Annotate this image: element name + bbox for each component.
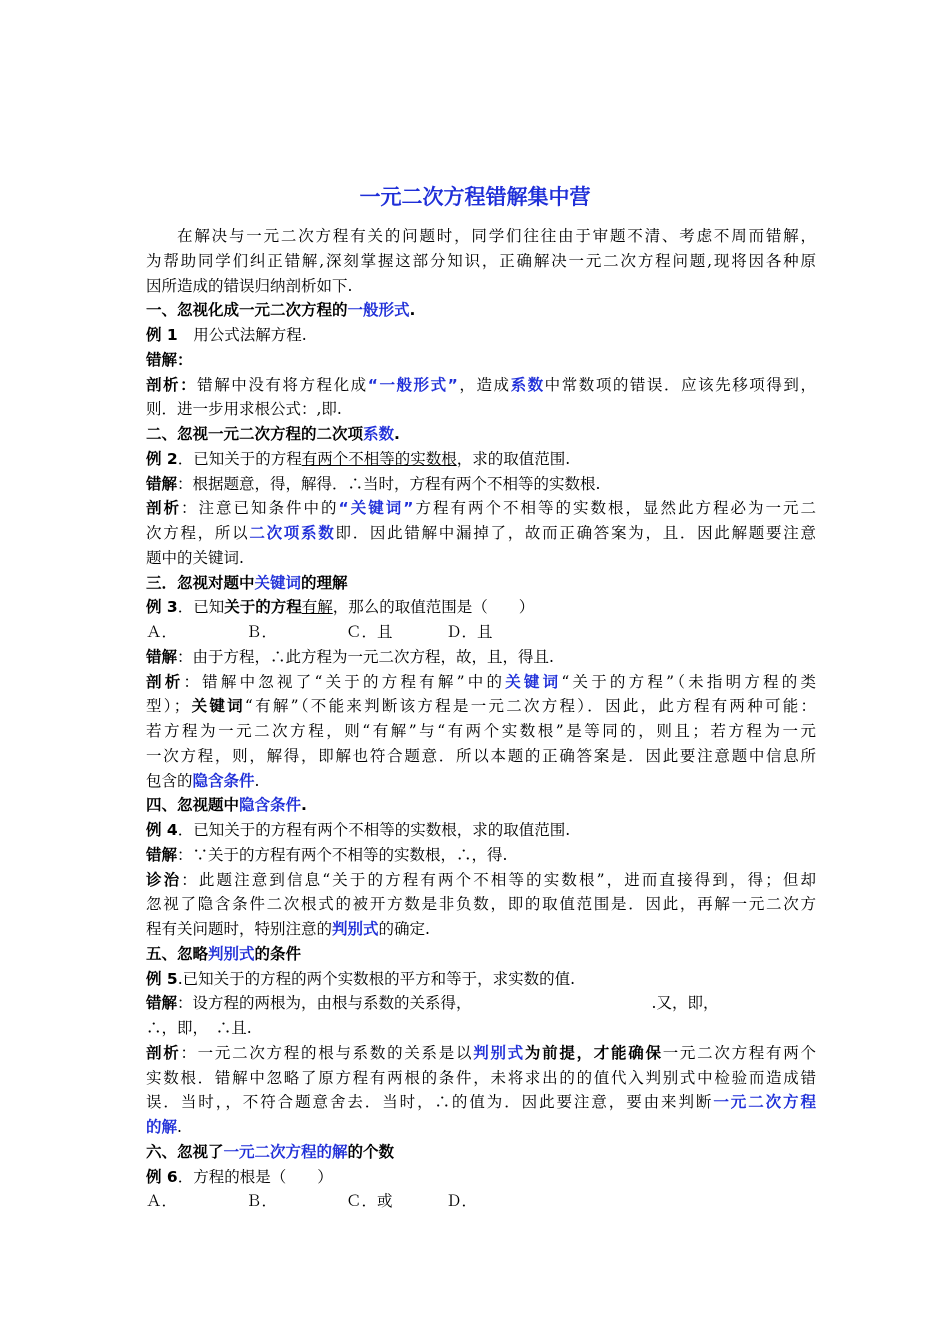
keyword: 一元二次方程	[713, 1093, 816, 1112]
keyword: 判别式	[332, 920, 379, 938]
example-4: 例 4．已知关于的方程有两个不相等的实数根，求的取值范围.	[146, 821, 571, 839]
analysis-5-line-1: 剖析：一元二次方程的根与系数的关系是以判别式为前提，才能确保一元二次方程有两个	[146, 1043, 816, 1062]
cure-4-line-2: 忽视了隐含条件二次根式的被开方数是非负数，即的取值范围是．因此，再解一元二次方	[146, 895, 816, 914]
example-2: 例 2．已知关于的方程有两个不相等的实数根，求的取值范围.	[146, 449, 571, 468]
analysis-3-line-3: 若方程为一元二次方程，则“有解”与“有两个实数根”是等同的，则且；若方程为一元	[146, 722, 816, 740]
example-label: 例 3	[146, 598, 178, 617]
example-label: 例 2	[146, 449, 178, 468]
section-4-heading: 四、忽视题中隐含条件.	[146, 796, 307, 815]
cure-4-line-3: 程有关问题时，特别注意的判别式的确定.	[146, 920, 430, 938]
option-b: Ｂ．	[246, 1192, 278, 1211]
section-6-heading: 六、忽视了一元二次方程的解的个数	[146, 1142, 395, 1161]
analysis-5-line-2: 实数根．错解中忽略了原方程有两根的条件，未将求出的的值代入判别式中检验而造成错	[146, 1068, 816, 1087]
keyword: “关键词”	[338, 499, 414, 518]
underlined-condition: 有解	[301, 598, 333, 617]
keyword: 一般形式	[347, 301, 410, 320]
wrong-solution-4: 错解：∵关于的方程有两个不相等的实数根，∴，得.	[146, 845, 508, 864]
keyword: 二次项系数	[249, 524, 336, 542]
example-1: 例 1 用公式法解方程.	[146, 326, 307, 344]
cure-4-line-1: 诊治：此题注意到信息“关于的方程有两个不相等的实数根”，进而直接得到，得；但却	[146, 870, 816, 889]
wrong-solution-2: 错解：根据题意，得，解得．∴当时，方程有两个不相等的实数根.	[146, 474, 601, 493]
option-c: Ｃ．且	[346, 623, 393, 641]
wrong-solution-3: 错解：由于方程，∴此方程为一元二次方程，故，且，得且.	[146, 647, 554, 666]
example-5: 例 5.已知关于的方程的两个实数根的平方和等于，求实数的值.	[146, 969, 576, 988]
keyword: 关键词	[254, 573, 302, 592]
page-title: 一元二次方程错解集中营	[359, 185, 591, 209]
section-2-heading: 二、忽视一元二次方程的二次项系数.	[146, 425, 400, 443]
keyword: 系数	[363, 425, 395, 443]
keyword: 系数	[510, 375, 545, 394]
analysis-1-line-1: 剖析：错解中没有将方程化成“一般形式”，造成系数中常数项的错误．应该先移项得到，	[146, 375, 816, 394]
analysis-2-line-3: 题中的关键词.	[146, 548, 244, 567]
keyword: 隐含条件	[239, 796, 302, 815]
analysis-5-line-3: 误．当时，，不符合题意舍去．当时，∴的值为．因此要注意，要由来判断一元二次方程	[146, 1093, 816, 1112]
wrong-solution-label: 错解：	[146, 350, 193, 369]
keyword: 关键词	[189, 697, 245, 716]
section-1-heading: 一、忽视化成一元二次方程的一般形式.	[146, 301, 416, 320]
option-b: Ｂ．	[246, 623, 278, 641]
example-label: 例 5	[146, 969, 178, 988]
keyword: 判别式	[208, 944, 255, 963]
analysis-2-line-2: 次方程，所以二次项系数即．因此错解中漏掉了，故而正确答案为，且．因此解题要注意	[146, 524, 816, 542]
keyword: 隐含条件	[192, 771, 255, 790]
wrong-solution-5-line-2: ∴，即， ∴且.	[146, 1019, 252, 1037]
document-body	[146, 224, 816, 1214]
analysis-3-line-1: 剖析：错解中忽视了“关于的方程有解”中的关键词“关于的方程”（未指明方程的类	[146, 672, 816, 691]
option-a: Ａ．	[146, 623, 178, 641]
keyword: “一般形式”	[367, 375, 458, 394]
keyword: 一元二次方程的解	[223, 1142, 348, 1161]
underlined-condition: 有两个不相等的实数根	[301, 449, 457, 468]
options-6	[146, 1189, 816, 1214]
wrong-solution-5-line-1: 错解：设方程的两根为，由根与系数的关系得， .又，即，	[146, 994, 719, 1013]
example-label: 例 1	[146, 326, 178, 344]
options-3	[146, 620, 816, 645]
option-d: Ｄ．	[446, 1192, 478, 1211]
analysis-3-line-5: 包含的隐含条件.	[146, 771, 260, 790]
analysis-3-line-2: 型）；关键词“有解”（不能来判断该方程是一元二次方程）．因此，此方程有两种可能：	[146, 697, 816, 716]
keyword: 的解	[146, 1118, 178, 1136]
intro-line-1: 在解决与一元二次方程有关的问题时，同学们往往由于审题不清、考虑不周而错解，	[177, 227, 816, 245]
option-c: Ｃ．或	[346, 1192, 393, 1211]
example-3: 例 3．已知关于的方程有解，那么的取值范围是（ ）	[146, 598, 535, 617]
example-label: 例 4	[146, 821, 178, 839]
keyword: 关键词	[505, 672, 562, 691]
option-a: Ａ．	[146, 1192, 178, 1211]
intro-line-3: 因所造成的错误归纳剖析如下.	[146, 276, 353, 295]
analysis-2-line-1: 剖析：注意已知条件中的“关键词”方程有两个不相等的实数根，显然此方程必为一元二	[146, 499, 816, 518]
section-3-heading: 三．忽视对题中关键词的理解	[146, 573, 348, 592]
option-d: Ｄ．且	[446, 623, 493, 641]
keyword: 判别式	[473, 1043, 525, 1062]
analysis-5-line-4: 的解.	[146, 1118, 182, 1136]
analysis-1-line-2: 则．进一步用求根公式：,即.	[146, 400, 342, 419]
example-6: 例 6．方程的根是（ ）	[146, 1167, 333, 1186]
analysis-3-line-4: 一次方程，则，解得，即解也符合题意．所以本题的正确答案是．因此要注意题中信息所	[146, 746, 816, 765]
intro-line-2: 为帮助同学们纠正错解,深刻掌握这部分知识，正确解决一元二次方程问题,现将因各种原	[146, 251, 816, 270]
section-5-heading: 五、忽略判别式的条件	[146, 944, 302, 963]
example-label: 例 6	[146, 1167, 178, 1186]
